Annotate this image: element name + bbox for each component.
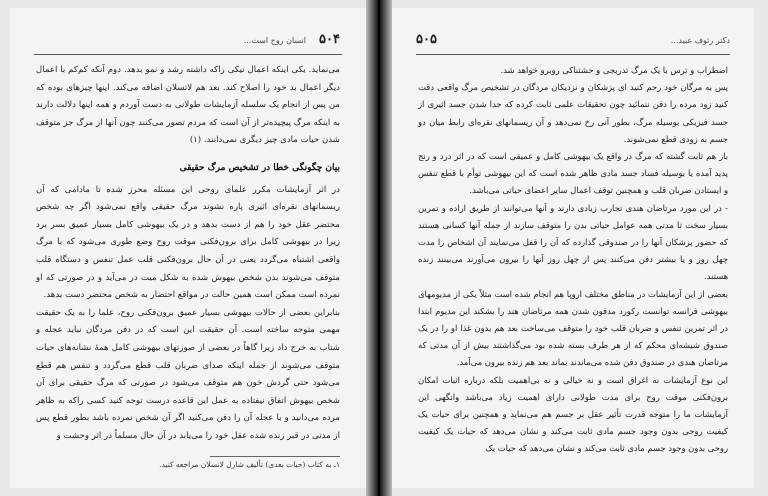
right-page-body [418,62,728,458]
footnote: ۱ـ به کتاب (حیات بعدی) تألیف شارل لانسلان مراجعه کنید. [159,460,340,469]
footnote-divider [210,456,340,457]
section-heading: بیان چگونگی خطا در تشخیص مرگ حقیقی [179,162,340,173]
right-paragraph: بعضی از این آزمایشات در مناطق مختلف اروپا هم انجام شده است مثلاً یکی از مدیومهای بیهوشی فرانسه توانست رکورد مدفون شدن همه مرتاضان هند را بشکند این مدیوم ابتدا در اثر تمرین تنفس و ضربان قلب خود را متوقف می‌ساخت بعد هم بدون غذا او را در یک صندوق شیشه‌ای محکم که از هر طرف بسته شده بود می‌گذاشتند بیش از آن مدتی که مرتاضان هندی در صندوق دفن شده می‌ماندند بماند بعد هم زنده بیرون می‌آمد. [418,288,728,368]
left-page-running-title: انسان روح است... [243,36,306,45]
left-paragraph: در اثر آزمایشات مکرر علمای روحی این مسئله محرز شده تا مادامی که آن ریسمانهای نقره‌ای اثیری پاره نشوند مرگ حقیقی واقع نمی‌شود اگر چه شخص محتضر عقل خود را هم از دست بدهد و در یک بیهوشی کامل بسیار عمیق بسر برد زیرا در بیهوشی کامل برای برون‌فکنی موقت روح وضع طوری می‌شود که با مرگ واقعی اشتباه می‌گردد یعنی در آن حال برون‌فکنی قلب عمل تنفس و دستگاه قلب متوقف می‌شوند بدن شخص بیهوش شده به شکل میت در می‌آید و در صورتی که او نمرده است ممکن است همین حالت در مواقع احتضار به شخص محتضر دست بدهد. [36,184,340,301]
right-page-number: ۵۰۵ [416,32,437,47]
left-paragraph: بنابراین بعضی از حالات بیهوشی بسیار عمیق برون‌فکنی روح، علما را به یک حقیقت مهمی متوجه ساخته است. آن حقیقت این است که در دفن مردگان نباید عجله و شتاب به خرج داد زیرا گاهاً در بعضی از صورتهای بیهوشی کامل همهٔ نشانه‌های حیات متوقف می‌شوند از جمله اینکه صدای ضربان قلب قطع می‌گردد و تنفس هم قطع می‌شود حتی گردش خون هم متوقف می‌شود در صورتی که مرگ حقیقی برای آن شخص بیهوش اتفاق نیفتاده به عمل این قاعده درست توجه کنید کسی راکه به ظاهر مرده می‌دانید و با عجله آن را دفن می‌کنید اگر آن شخص نمرده باشد بطور قطع پس از مدتی در قبر زنده شده عقل خود را می‌یابد در آن حال مسلماً در اثر وحشت و [36,307,340,441]
left-paragraph: می‌نماید. یکی اینکه اعمال نیکی راکه داشته رشد و نمو بدهد. دوم آنکه کم‌کم با اعمال دیگر اعمال بد خود را اصلاح کند. بعد هم لاتسلان اضافه می‌کند. اینها چیزهای بوده که من پس از انجام یک سلسله آزمایشات طولانی به دست آوردم و همه اینها دلالت دارند به اینکه مرگ پیچیده‌تر از آن است که مردم تصور می‌کنند چون آنها از مرگ جز متوقف شدن حیات مادی چیز دیگری نمی‌دانند. (۱) [36,65,340,146]
right-page-header [416,32,730,55]
right-paragraph: این نوع آزمایشات نه اغراق است و نه خیالی و نه بی‌اهمیت بلکه درباره اثبات امکان برون‌فکنی موقت روح برای مدت طولانی دارای اهمیت زیاد می‌باشد وانگهی این آزمایشات ما را متوجه قدرت تأثیر عقل بر جسم هم می‌نماید و همچنین برای حیات یک کیفیت روحی بدون وجود جسم مادی ثابت می‌کند و نشان می‌دهد که حیات یک کیفیت روحی بدون وجود جسم مادی ثابت می‌کند و نشان می‌دهد که حیات یک [418,374,728,454]
right-page [392,8,754,488]
right-page-running-title: دکتر رئوف عبید... [670,36,730,45]
left-page-body [36,62,340,445]
left-page-header [34,32,342,55]
left-page-number: ۵۰۴ [319,32,340,47]
right-paragraph: پس به مرگان خود رحم کنید ای پزشکان و نزدیکان مردگان در تشخیص مرگ واقعی دقت کنید زود مرده را دفن ننمائید چون تحقیقات علمی ثابت کرده که جدا شدن جسد اثیری از جسد فیزیکی بوسیله مرگ، بطور آنی رخ نمی‌دهد و آن ریسمانهای نقره‌ای رابط میان دو جسم به زودی قطع نمی‌شوند. [418,82,728,144]
right-paragraph: باز هم ثابت گشته که مرگ در واقع یک بیهوشی کامل و عمیقی است که در اثر درد و رنج پدید آمده یا بوسیله فساد جسد مادی ظاهر شده است که این بیهوشی توأم با قطع تنفس و ایستادن ضربان قلب و همچنین توقف اعمال سایر اعضای حیاتی می‌باشد. [418,151,728,196]
right-paragraph: - در این مورد مرتاضان هندی تجارب زیادی دارند و آنها می‌توانند از طریق اراده و تمرین بسیار سخت تا مدتی همه عوامل حیاتی بدن را متوقف سازند از جمله آنها کسانی هستند که حضور پزشکان آنها را در صندوقی گذارده که آن را قفل می‌نمایند آن اشخاص را مدت چهل روز و یا بیشتر دفن می‌کنند پس از چهل روز آنها را بیرون می‌آورند می‌بینند زنده هستند. [418,202,728,282]
gutter-line [378,0,380,496]
left-page [10,8,366,488]
right-paragraph: اضطراب و ترس با یک مرگ تدریجی و حشتناکی روبرو خواهد شد. [500,65,728,75]
